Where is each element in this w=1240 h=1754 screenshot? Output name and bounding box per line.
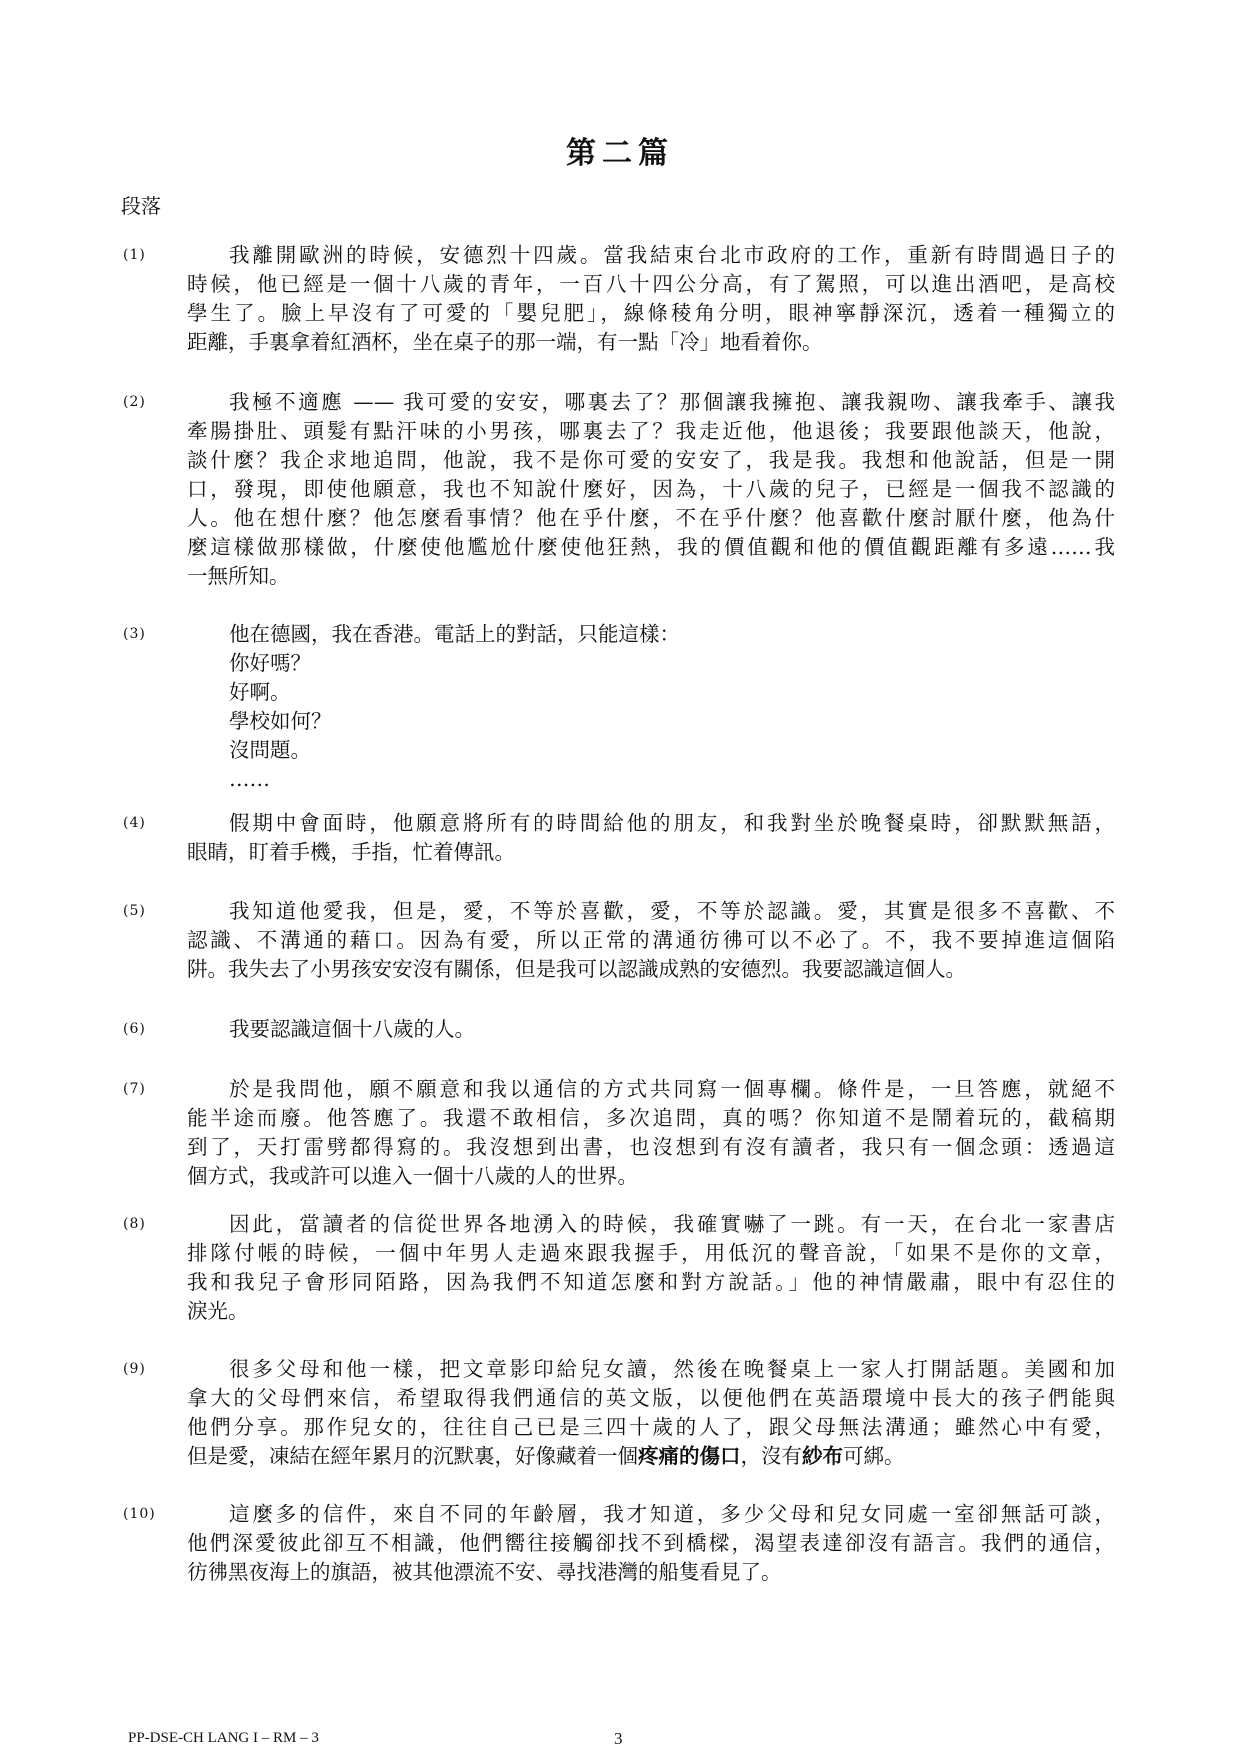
paragraph-line: 排隊付帳的時候，一個中年男人走過來跟我握手，用低沉的聲音說，「如果不是你的文章，: [187, 1241, 1115, 1265]
paragraph-line: 認識、不溝通的藉口。因為有愛，所以正常的溝通彷彿可以不必了。不，我不要掉進這個陷: [187, 928, 1115, 952]
paragraph-line: 阱。我失去了小男孩安安沒有關係，但是我可以認識成熟的安德烈。我要認識這個人。: [187, 957, 966, 981]
paragraph-number: (5): [123, 903, 146, 919]
paragraph-line: 學生了。臉上早沒有了可愛的「嬰兒肥」，線條稜角分明，眼神寧靜深沉，透着一種獨立的: [187, 301, 1115, 325]
paragraph-line: 因此，當讀者的信從世界各地湧入的時候，我確實嚇了一跳。有一天，在台北一家書店: [229, 1212, 1115, 1236]
paragraph-number: (2): [123, 394, 146, 410]
paragraph-line: 他在德國，我在香港。電話上的對話，只能這樣：: [229, 622, 680, 646]
line-text: ，沒有: [740, 1444, 802, 1468]
emphasis-text: 疼痛的傷口: [638, 1444, 741, 1468]
dialogue-line: 沒問題。: [229, 738, 311, 762]
paragraph-line: 口，發現，即使他願意，我也不知說什麼好，因為，十八歲的兒子，已經是一個我不認識的: [187, 477, 1115, 501]
dialogue-line: 好啊。: [229, 680, 291, 704]
emphasis-text: 紗布: [802, 1444, 843, 1468]
paragraph-line: 人。他在想什麼？他怎麼看事情？他在乎什麼，不在乎什麼？他喜歡什麼討厭什麼，他為什: [187, 506, 1115, 530]
paragraph-line: 彷彿黑夜海上的旗語，被其他漂流不安、尋找港灣的船隻看見了。: [187, 1560, 782, 1584]
paragraph-number: (1): [123, 247, 146, 263]
paper-code: PP-DSE-CH LANG I – RM – 3: [128, 1730, 319, 1746]
paragraph-line: 我極不適應 —— 我可愛的安安，哪裏去了？那個讓我擁抱、讓我親吻、讓我牽手、讓我: [229, 390, 1115, 414]
paragraph-line: [187, 1442, 1115, 1471]
paragraph-line: 麼這樣做那樣做，什麼使他尷尬什麼使他狂熱，我的價值觀和他的價值觀距離有多遠……我: [187, 535, 1115, 559]
paragraph-number: (10): [123, 1506, 156, 1522]
paragraph-number: (3): [123, 626, 146, 642]
paragraph-line: 拿大的父母們來信，希望取得我們通信的英文版，以便他們在英語環境中長大的孩子們能與: [187, 1386, 1115, 1410]
paragraph-line: 我離開歐洲的時候，安德烈十四歲。當我結束台北市政府的工作，重新有時間過日子的: [229, 243, 1115, 267]
paragraph-number: (6): [123, 1021, 146, 1037]
page-title: 第二篇: [566, 136, 674, 171]
paragraph-line: 淚光。: [187, 1299, 249, 1323]
paragraph-line: 距離，手裏拿着紅酒杯，坐在桌子的那一端，有一點「冷」地看着你。: [187, 330, 823, 354]
paragraph-number: (8): [123, 1216, 146, 1232]
paragraph-line: 他們深愛彼此卻互不相識，他們嚮往接觸卻找不到橋樑，渴望表達卻沒有語言。我們的通信，: [187, 1531, 1115, 1555]
paragraph-line: 到了，天打雷劈都得寫的。我沒想到出書，也沒想到有沒有讀者，我只有一個念頭：透過這: [187, 1135, 1115, 1159]
paragraph-line: 我和我兒子會形同陌路，因為我們不知道怎麼和對方說話。」他的神情嚴肅，眼中有忍住的: [187, 1270, 1115, 1294]
page-number: 3: [614, 1729, 623, 1748]
paragraph-line: 能半途而廢。他答應了。我還不敢相信，多次追問，真的嗎？你知道不是鬧着玩的，截稿期: [187, 1106, 1115, 1130]
dialogue-line: 學校如何？: [229, 709, 332, 733]
line-text: 但是愛，凍結在經年累月的沉默裏，好像藏着一個: [187, 1444, 638, 1468]
paragraph-line: 他們分享。那作兒女的，往往自己已是三四十歲的人了，跟父母無法溝通；雖然心中有愛，: [187, 1415, 1115, 1439]
paragraph-line: 牽腸掛肚、頭髮有點汗味的小男孩，哪裏去了？我走近他，他退後；我要跟他談天，他說，: [187, 419, 1115, 443]
paragraph-line: 這麼多的信件，來自不同的年齡層，我才知道，多少父母和兒女同處一室卻無話可談，: [229, 1502, 1115, 1526]
section-label: 段落: [121, 194, 161, 218]
paragraph-line: 很多父母和他一樣，把文章影印給兒女讀，然後在晚餐桌上一家人打開話題。美國和加: [229, 1357, 1115, 1381]
paragraph-number: (7): [123, 1081, 146, 1097]
paragraph-line: 我知道他愛我，但是，愛，不等於喜歡，愛，不等於認識。愛，其實是很多不喜歡、不: [229, 899, 1115, 923]
paragraph-line: 眼睛，盯着手機，手指，忙着傳訊。: [187, 840, 515, 864]
paragraph-number: (4): [123, 815, 146, 831]
line-text: 可綁。: [843, 1444, 905, 1468]
paragraph-line: 談什麼？我企求地追問，他說，我不是你可愛的安安了，我是我。我想和他說話，但是一開: [187, 448, 1115, 472]
paragraph-line: 我要認識這個十八歲的人。: [229, 1017, 475, 1041]
paragraph-number: (9): [123, 1361, 146, 1377]
paragraph-line: 時候，他已經是一個十八歲的青年，一百八十四公分高，有了駕照，可以進出酒吧，是高校: [187, 272, 1115, 296]
paragraph-line: 於是我問他，願不願意和我以通信的方式共同寫一個專欄。條件是，一旦答應，就絕不: [229, 1077, 1115, 1101]
dialogue-line: ……: [229, 767, 270, 791]
paragraph-line: 一無所知。: [187, 564, 290, 588]
paragraph-line: 假期中會面時，他願意將所有的時間給他的朋友，和我對坐於晚餐桌時，卻默默無語，: [229, 811, 1115, 835]
dialogue-line: 你好嗎？: [229, 651, 311, 675]
paragraph-line: 個方式，我或許可以進入一個十八歲的人的世界。: [187, 1164, 638, 1188]
